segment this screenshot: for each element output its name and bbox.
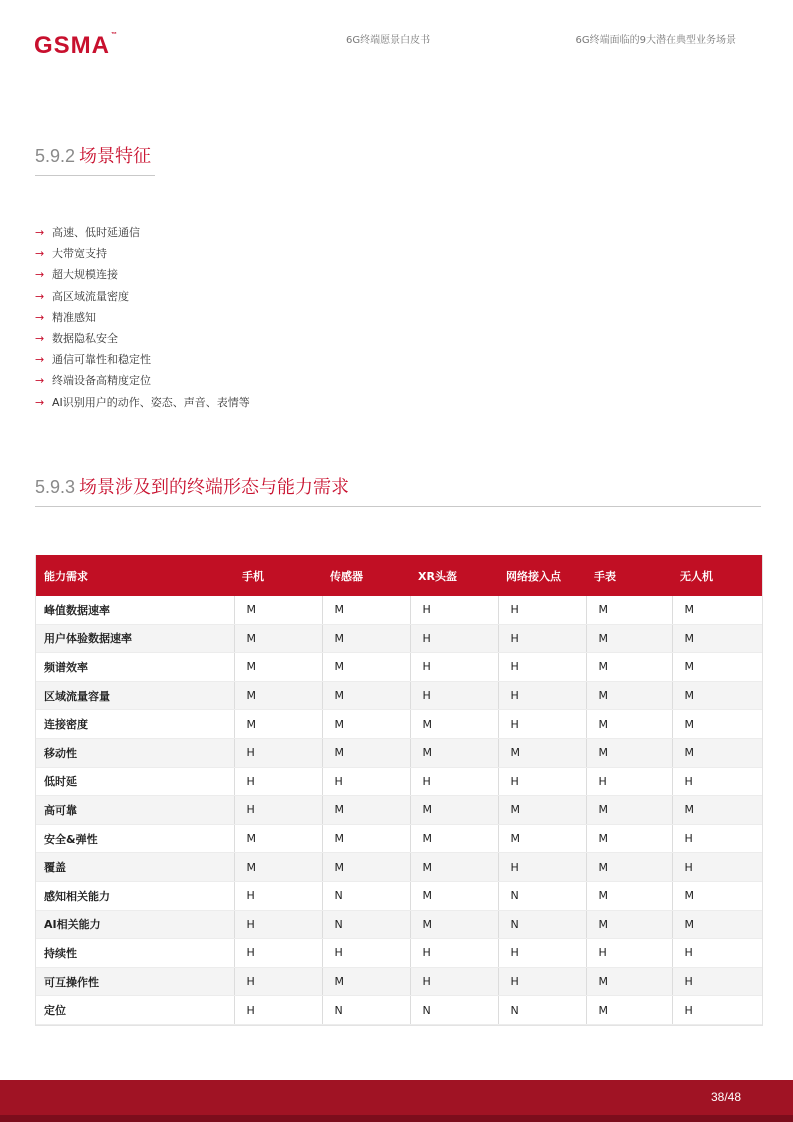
- table-cell: H: [586, 939, 672, 968]
- table-cell: H: [672, 767, 762, 796]
- table-cell: M: [672, 596, 762, 624]
- table-cell: M: [322, 710, 410, 739]
- section-number: 5.9.3: [35, 477, 76, 497]
- table-cell: M: [322, 967, 410, 996]
- arrow-right-icon: →: [35, 310, 45, 324]
- table-cell: H: [234, 767, 322, 796]
- chapter-title: 6G终端面临的9大潜在典型业务场景: [575, 35, 736, 46]
- table-cell: H: [498, 967, 586, 996]
- table-cell: H: [410, 653, 498, 682]
- table-cell: H: [234, 910, 322, 939]
- table-cell: H: [410, 939, 498, 968]
- table-cell: N: [322, 910, 410, 939]
- table-cell: M: [586, 853, 672, 882]
- arrow-right-icon: →: [35, 289, 45, 303]
- table-cell: M: [586, 967, 672, 996]
- table-cell: H: [410, 596, 498, 624]
- table-cell: M: [234, 853, 322, 882]
- table-cell: H: [234, 738, 322, 767]
- table-cell: H: [498, 710, 586, 739]
- section-heading-requirements: [35, 475, 761, 507]
- column-header: XR头盔: [410, 555, 498, 596]
- list-item: → AI识别用户的动作、姿态、声音、表情等: [35, 392, 250, 413]
- list-item: → 大带宽支持: [35, 243, 250, 264]
- table-cell: H: [322, 939, 410, 968]
- table-cell: M: [322, 824, 410, 853]
- table-cell: M: [498, 738, 586, 767]
- table-cell: M: [234, 824, 322, 853]
- table-header-row: [36, 555, 762, 596]
- table-cell: N: [410, 996, 498, 1025]
- table-cell: M: [586, 881, 672, 910]
- table-cell: M: [322, 681, 410, 710]
- table-cell: M: [498, 824, 586, 853]
- table-cell: M: [410, 881, 498, 910]
- table-cell: M: [234, 681, 322, 710]
- table-cell: H: [234, 881, 322, 910]
- table-cell: N: [498, 910, 586, 939]
- list-item: → 精准感知: [35, 307, 250, 328]
- table-cell: M: [586, 910, 672, 939]
- column-header: 无人机: [672, 555, 762, 596]
- column-header: 手表: [586, 555, 672, 596]
- footer-strip: [0, 1115, 793, 1122]
- table-cell: M: [410, 738, 498, 767]
- table-cell: M: [672, 881, 762, 910]
- table-cell: M: [498, 796, 586, 825]
- table-cell: M: [410, 796, 498, 825]
- row-label: 感知相关能力: [36, 881, 234, 910]
- column-header: 手机: [234, 555, 322, 596]
- table-row: [36, 939, 762, 968]
- column-header: 传感器: [322, 555, 410, 596]
- row-label: 安全&弹性: [36, 824, 234, 853]
- table-row: [36, 796, 762, 825]
- section-title: 场景特征: [79, 146, 152, 167]
- row-label: 持续性: [36, 939, 234, 968]
- table-cell: M: [586, 996, 672, 1025]
- column-header: 能力需求: [36, 555, 234, 596]
- table-cell: M: [410, 910, 498, 939]
- table-row: [36, 853, 762, 882]
- footer-bar: [0, 1080, 793, 1122]
- table-cell: M: [410, 710, 498, 739]
- table-cell: M: [322, 796, 410, 825]
- table-cell: M: [234, 653, 322, 682]
- table-cell: M: [234, 596, 322, 624]
- table-cell: H: [498, 853, 586, 882]
- table-cell: M: [586, 681, 672, 710]
- table-row: [36, 681, 762, 710]
- table-cell: H: [498, 939, 586, 968]
- table-cell: H: [498, 681, 586, 710]
- row-label: 覆盖: [36, 853, 234, 882]
- table-cell: M: [672, 796, 762, 825]
- table-row: [36, 624, 762, 653]
- table-cell: H: [410, 967, 498, 996]
- arrow-right-icon: →: [35, 395, 45, 409]
- table-cell: H: [586, 767, 672, 796]
- table-cell: M: [672, 681, 762, 710]
- row-label: 峰值数据速率: [36, 596, 234, 624]
- list-item: → 高速、低时延通信: [35, 222, 250, 243]
- row-label: 连接密度: [36, 710, 234, 739]
- table-cell: M: [586, 824, 672, 853]
- list-item: → 终端设备高精度定位: [35, 370, 250, 391]
- table-cell: M: [586, 624, 672, 653]
- table-cell: M: [234, 710, 322, 739]
- page-number: 38/48: [710, 1090, 741, 1104]
- table-cell: M: [322, 624, 410, 653]
- table-cell: N: [322, 881, 410, 910]
- table-row: [36, 596, 762, 624]
- table-cell: H: [498, 624, 586, 653]
- table-cell: H: [322, 767, 410, 796]
- table-cell: H: [672, 824, 762, 853]
- table-cell: M: [410, 824, 498, 853]
- table-cell: H: [672, 996, 762, 1025]
- table-cell: H: [498, 653, 586, 682]
- row-label: 可互操作性: [36, 967, 234, 996]
- table-row: [36, 710, 762, 739]
- table-cell: M: [586, 738, 672, 767]
- table-cell: N: [498, 996, 586, 1025]
- table-cell: H: [672, 853, 762, 882]
- row-label: 定位: [36, 996, 234, 1025]
- table-cell: M: [586, 596, 672, 624]
- capability-table: [35, 555, 763, 1026]
- list-item: → 通信可靠性和稳定性: [35, 349, 250, 370]
- table-cell: M: [234, 624, 322, 653]
- table-cell: H: [498, 767, 586, 796]
- row-label: 频谱效率: [36, 653, 234, 682]
- table-cell: M: [322, 738, 410, 767]
- table-cell: M: [322, 653, 410, 682]
- table-cell: M: [672, 624, 762, 653]
- table-cell: M: [586, 796, 672, 825]
- section-title: 场景涉及到的终端形态与能力需求: [79, 477, 350, 498]
- table-cell: M: [322, 853, 410, 882]
- table-row: [36, 881, 762, 910]
- table-cell: H: [234, 796, 322, 825]
- table-cell: H: [410, 767, 498, 796]
- table-cell: H: [234, 996, 322, 1025]
- feature-list: [35, 222, 250, 413]
- table-row: [36, 824, 762, 853]
- section-heading-features: [35, 144, 155, 176]
- table-cell: M: [672, 710, 762, 739]
- row-label: 高可靠: [36, 796, 234, 825]
- table-cell: H: [498, 596, 586, 624]
- table-cell: H: [234, 967, 322, 996]
- section-number: 5.9.2: [35, 146, 76, 166]
- doc-title: 6G终端愿景白皮书: [346, 35, 431, 46]
- table-cell: H: [410, 681, 498, 710]
- table-cell: M: [672, 738, 762, 767]
- table-row: [36, 910, 762, 939]
- arrow-right-icon: →: [35, 226, 45, 239]
- arrow-right-icon: →: [35, 353, 45, 367]
- table-cell: M: [322, 596, 410, 624]
- arrow-right-icon: →: [35, 331, 45, 345]
- row-label: 用户体验数据速率: [36, 624, 234, 653]
- table-cell: M: [410, 853, 498, 882]
- list-item: → 高区域流量密度: [35, 286, 250, 307]
- table-cell: H: [672, 939, 762, 968]
- arrow-right-icon: →: [35, 374, 45, 388]
- table-cell: N: [322, 996, 410, 1025]
- table-row: [36, 767, 762, 796]
- gsma-logo: GSMA™: [34, 32, 118, 59]
- table-cell: M: [586, 653, 672, 682]
- table-row: [36, 653, 762, 682]
- table-row: [36, 738, 762, 767]
- table-cell: M: [672, 653, 762, 682]
- table-cell: M: [672, 910, 762, 939]
- table-cell: H: [234, 939, 322, 968]
- row-label: 移动性: [36, 738, 234, 767]
- list-item: → 超大规模连接: [35, 264, 250, 285]
- arrow-right-icon: →: [35, 268, 45, 282]
- row-label: 区域流量容量: [36, 681, 234, 710]
- table-cell: H: [672, 967, 762, 996]
- table-row: [36, 996, 762, 1025]
- table-cell: M: [586, 710, 672, 739]
- table-cell: N: [498, 881, 586, 910]
- row-label: AI相关能力: [36, 910, 234, 939]
- table-row: [36, 967, 762, 996]
- column-header: 网络接入点: [498, 555, 586, 596]
- arrow-right-icon: →: [35, 247, 45, 261]
- row-label: 低时延: [36, 767, 234, 796]
- list-item: → 数据隐私安全: [35, 328, 250, 349]
- table-cell: H: [410, 624, 498, 653]
